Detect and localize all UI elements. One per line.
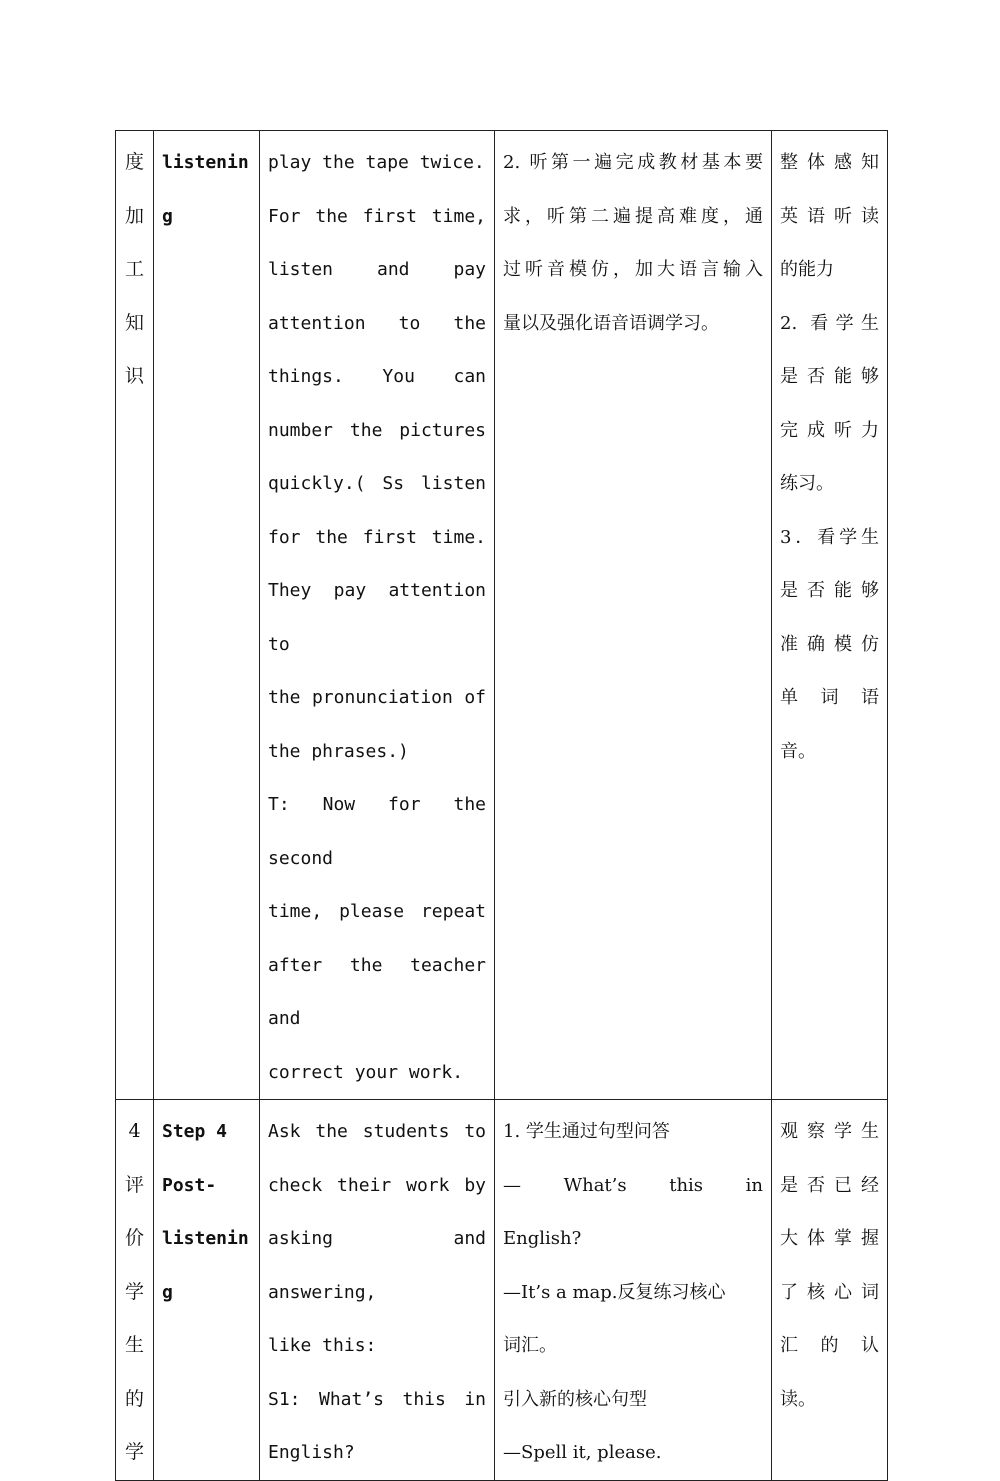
table-row-post-listening	[116, 1100, 888, 1481]
lesson-plan-table	[115, 130, 888, 1481]
teacher-activity-cell: Ask the students to check their work by asking and answering, like this: S1: What’s this in English?	[260, 1100, 495, 1481]
step-cell: Step 4 Post- listenin g	[154, 1100, 260, 1481]
step-cell: listenin g	[154, 131, 260, 1100]
table-row-listening	[116, 131, 888, 1100]
phase-cell: 4 评 价 学 生 的 学	[116, 1100, 154, 1481]
evaluation-cell: 观察学生 是否已经 大体掌握 了核心词 汇的认 读。	[772, 1100, 888, 1481]
design-purpose-cell: 1. 学生通过句型问答 — What’s this in English? —It’s a map.反复练习核心 词汇。 引入新的核心句型 —Spell it, please.	[495, 1100, 772, 1481]
evaluation-cell: 整体感知 英语听读 的能力 2. 看学生 是否能够 完成听力 练习。 3．看学生 是否能够 准确模仿 单词语 音。	[772, 131, 888, 1100]
design-purpose-cell: 2. 听第一遍完成教材基本要 求，听第二遍提高难度，通 过听音模仿，加大语言输入 量以及强化语音语调学习。	[495, 131, 772, 1100]
teacher-activity-cell: play the tape twice. For the first time, listen and pay attention to the things. You can number the pictures quickly.( Ss listen for the first time. They pay attention to the pronunciation of the phrases.) T: Now for the second time, please repeat after the teacher and correct your work.	[260, 131, 495, 1100]
phase-cell: 度 加 工 知 识	[116, 131, 154, 1100]
